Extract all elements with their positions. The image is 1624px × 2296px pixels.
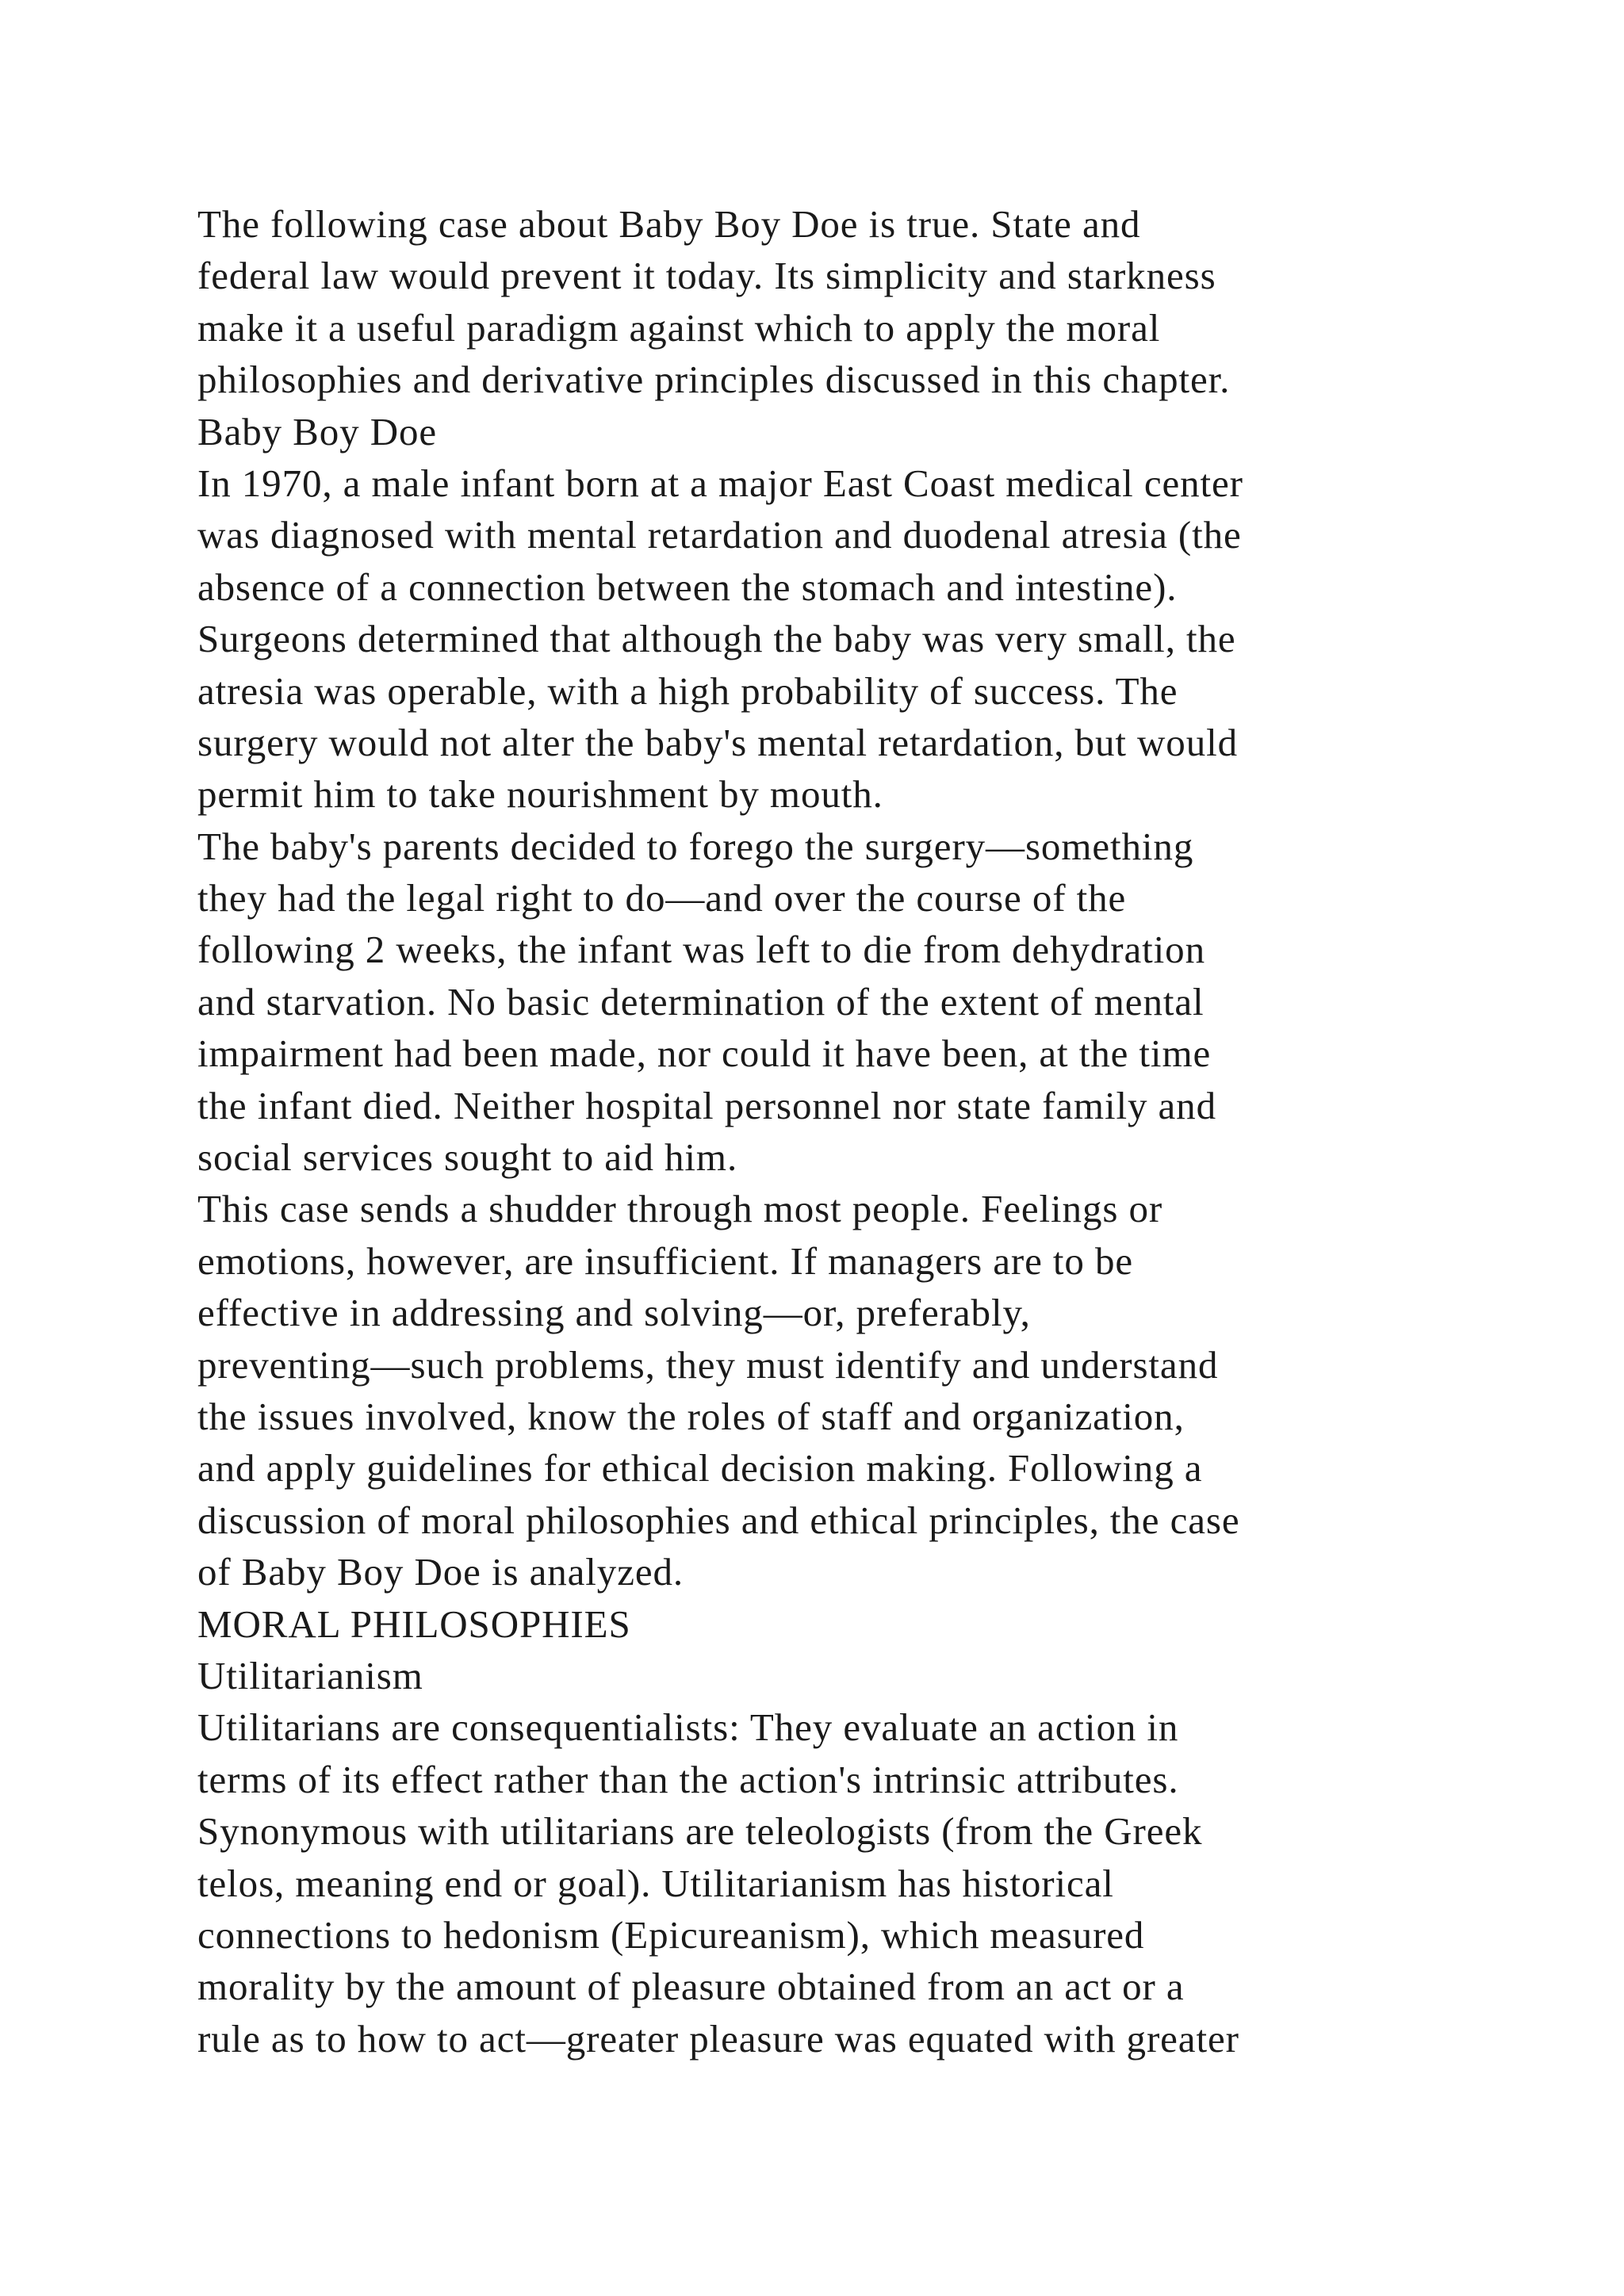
text-line: make it a useful paradigm against which to apply the moral [197,305,1161,350]
text-line: rule as to how to act—greater pleasure was equated with greater [197,2016,1239,2061]
text-line: of Baby Boy Doe is analyzed. [197,1550,684,1594]
text-line: atresia was operable, with a high probability of success. The [197,668,1178,713]
text-line: following 2 weeks, the infant was left to die from dehydration [197,928,1205,972]
subsection-heading-utilitarianism: Utilitarianism [197,1653,423,1697]
text-line: discussion of moral philosophies and ethical principles, the case [197,1498,1240,1542]
section-heading-moral-philosophies: MORAL PHILOSOPHIES [197,1601,631,1646]
text-line: emotions, however, are insufficient. If managers are to be [197,1238,1133,1283]
text-line: they had the legal right to do—and over the course of the [197,876,1127,920]
text-line: social services sought to aid him. [197,1135,738,1180]
text-line: the infant died. Neither hospital personnel nor state family and [197,1083,1216,1127]
text-line: Utilitarians are consequentialists: They evaluate an action in [197,1705,1179,1750]
text-line: telos, meaning end or goal). Utilitarianism has historical [197,1861,1114,1905]
text-line: absence of a connection between the stomach and intestine). [197,564,1178,609]
text-line: preventing—such problems, they must identify and understand [197,1342,1219,1387]
text-line: Synonymous with utilitarians are teleologists (from the Greek [197,1809,1203,1854]
document-body [197,198,1561,2064]
text-line: connections to hedonism (Epicureanism), which measured [197,1912,1145,1957]
text-line: surgery would not alter the baby's mental retardation, but would [197,720,1239,764]
text-line: was diagnosed with mental retardation and duodenal atresia (the [197,513,1242,557]
text-line: permit him to take nourishment by mouth. [197,772,883,817]
section-heading-baby-boy-doe: Baby Boy Doe [197,409,438,453]
text-line: and apply guidelines for ethical decision making. Following a [197,1446,1203,1490]
text-line: the issues involved, know the roles of staff and organization, [197,1394,1185,1438]
text-line: In 1970, a male infant born at a major East Coast medical center [197,461,1243,505]
text-line: The following case about Baby Boy Doe is true. State and [197,202,1141,246]
text-line: and starvation. No basic determination of the extent of mental [197,979,1205,1024]
text-line: The baby's parents decided to forego the surgery—something [197,824,1194,868]
text-line: impairment had been made, nor could it have been, at the time [197,1031,1212,1076]
text-line: federal law would prevent it today. Its simplicity and starkness [197,254,1216,298]
text-line: terms of its effect rather than the action's intrinsic attributes. [197,1757,1179,1801]
text-line: morality by the amount of pleasure obtained from an act or a [197,1965,1185,2009]
text-line: This case sends a shudder through most people. Feelings or [197,1187,1163,1231]
text-line: Surgeons determined that although the baby was very small, the [197,617,1236,661]
text-line: philosophies and derivative principles discussed in this chapter. [197,358,1231,402]
text-line: effective in addressing and solving—or, preferably, [197,1291,1031,1335]
